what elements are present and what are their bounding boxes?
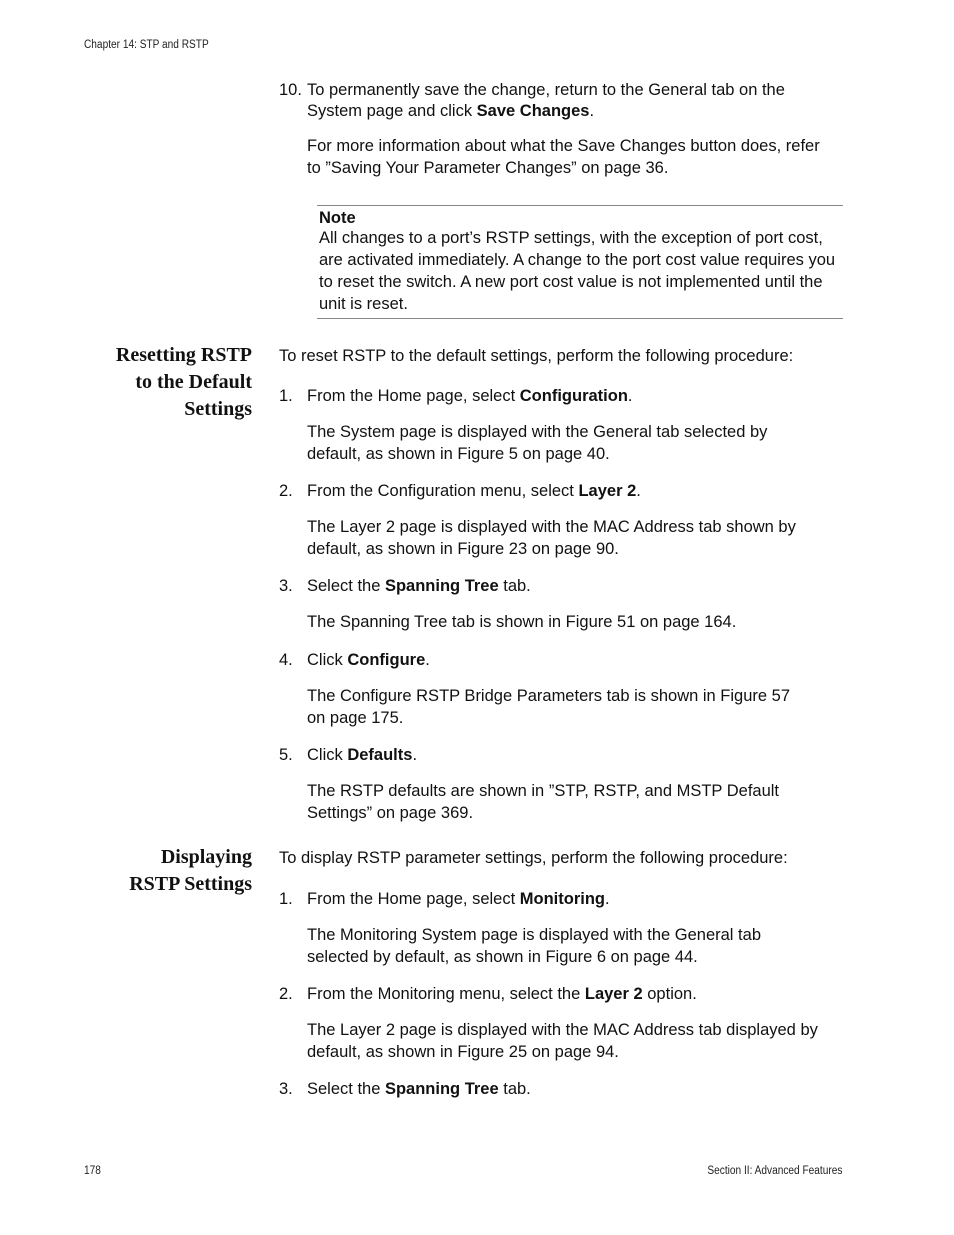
step-text-pre: Select the — [307, 1080, 385, 1098]
heading-line: RSTP Settings — [129, 873, 252, 895]
step-text-pre: From the Configuration menu, select — [307, 482, 579, 500]
step-text-pre: Select the — [307, 577, 385, 595]
step-number: 1. — [279, 890, 293, 908]
page-number: 178 — [84, 1165, 101, 1177]
step-text-post: tab. — [498, 1080, 531, 1098]
step-number: 5. — [279, 746, 293, 764]
note-title: Note — [319, 209, 356, 227]
step-text: To permanently save the change, return to the General tab on the — [307, 81, 785, 99]
heading-line: Displaying — [160, 846, 252, 868]
step-ui-term: Save Changes — [476, 102, 590, 120]
step-result: The Layer 2 page is displayed with the MAC Address tab displayed by default, as shown in Figure 25 on page 94. — [307, 1021, 818, 1061]
note-body: All changes to a port’s RSTP settings, with the exception of port cost, are activated immediately. A change to the port cost value requires you to reset the switch. A new port cost value is not implemented until the unit is reset. — [319, 229, 836, 313]
step-text-continued — [307, 100, 594, 122]
step-text — [307, 480, 641, 502]
step-text-post: . — [605, 890, 610, 908]
step-text-post: . — [627, 387, 633, 405]
step-text — [307, 983, 697, 1005]
step-text-post: option. — [642, 985, 697, 1003]
step-text — [307, 575, 531, 597]
step-text — [307, 888, 610, 910]
step-text-post: tab. — [498, 577, 531, 595]
step-text-post: . — [636, 482, 641, 500]
step-text-pre: From the Home page, select — [307, 890, 520, 908]
step-number: 3. — [279, 1080, 293, 1098]
info-paragraph: For more information about what the Save Changes button does, refer to ”Saving Your Parameter Changes” on page 36. — [307, 137, 820, 177]
step-result: The Spanning Tree tab is shown in Figure 51 on page 164. — [307, 613, 737, 631]
step-ui-term: Defaults — [347, 746, 413, 764]
note-box — [317, 205, 843, 319]
step-number: 10. — [279, 81, 302, 99]
section-intro: To reset RSTP to the default settings, perform the following procedure: — [279, 347, 794, 365]
step-text — [307, 385, 633, 407]
step-result: The System page is displayed with the General tab selected by default, as shown in Figure 5 on page 40. — [307, 423, 768, 463]
step-ui-term: Layer 2 — [584, 985, 643, 1003]
step-number: 2. — [279, 985, 293, 1003]
step-result: The Monitoring System page is displayed with the General tab selected by default, as shown in Figure 6 on page 44. — [307, 926, 761, 966]
section-intro: To display RSTP parameter settings, perform the following procedure: — [279, 849, 788, 867]
step-ui-term: Monitoring — [519, 890, 605, 908]
step-number: 2. — [279, 482, 293, 500]
step-result: The Layer 2 page is displayed with the MAC Address tab shown by default, as shown in Figure 23 on page 90. — [307, 518, 796, 558]
step-ui-term: Layer 2 — [578, 482, 637, 500]
section-heading-resetting — [60, 342, 252, 423]
step-text-pre: System page and click — [307, 102, 477, 120]
step-text — [307, 744, 417, 766]
heading-line: Resetting RSTP — [115, 344, 252, 366]
step-text-pre: Click — [307, 651, 348, 669]
step-result: The Configure RSTP Bridge Parameters tab is shown in Figure 57 on page 175. — [307, 687, 791, 727]
step-number: 1. — [279, 387, 293, 405]
step-text-post: . — [589, 102, 595, 120]
running-header: Chapter 14: STP and RSTP — [84, 39, 209, 51]
step-number: 3. — [279, 577, 293, 595]
step-text-pre: Click — [307, 746, 348, 764]
step-ui-term: Configure — [347, 651, 426, 669]
step-number: 4. — [279, 651, 293, 669]
section-heading-displaying — [60, 844, 252, 898]
step-text — [307, 1078, 531, 1100]
step-text — [307, 649, 430, 671]
step-ui-term: Configuration — [519, 387, 628, 405]
step-result: The RSTP defaults are shown in ”STP, RSTP, and MSTP Default Settings” on page 369. — [307, 782, 780, 822]
step-ui-term: Spanning Tree — [384, 1080, 499, 1098]
heading-line: to the Default — [135, 371, 252, 393]
running-footer: Section II: Advanced Features — [706, 1165, 842, 1177]
step-text-pre: From the Home page, select — [307, 387, 520, 405]
step-ui-term: Spanning Tree — [384, 577, 499, 595]
step-text-post: . — [412, 746, 418, 764]
heading-line: Settings — [184, 398, 252, 420]
step-text-post: . — [425, 651, 430, 669]
step-text-pre: From the Monitoring menu, select the — [307, 985, 585, 1003]
